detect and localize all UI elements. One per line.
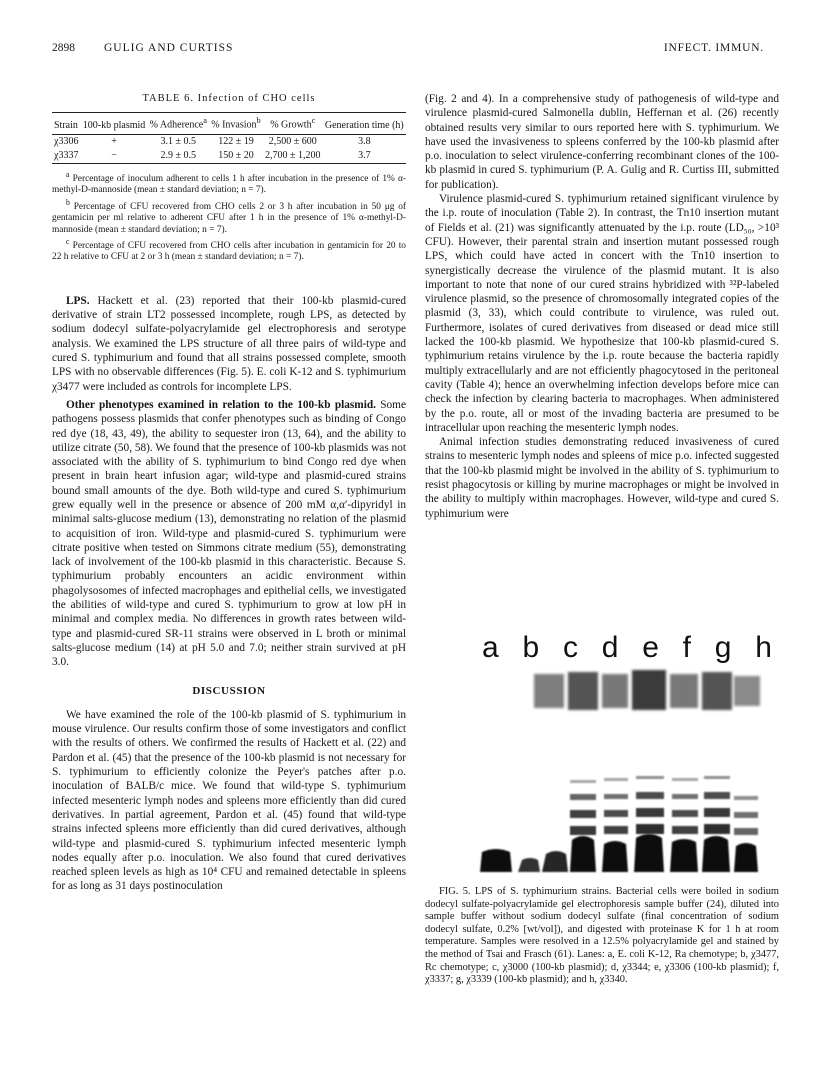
figure-5-gel <box>476 632 772 882</box>
lane-label: g <box>714 631 732 664</box>
footnote-b: $^b$ Percentage of CFU recovered from CHO cells 2 or 3 h after incubation in 50 μg of gentamicin per ml relative to adherent CFU after 1 h in the presence of 1% α-methyl-D-mannoside (mean ± standard deviation; n = 7). <box>52 197 407 235</box>
gel-image <box>476 662 772 882</box>
col-adherence: % Adherence$^a$ <box>147 113 209 134</box>
col-invasion: % Invasion$^b$ <box>209 113 263 134</box>
col-plasmid: 100-kb plasmid <box>81 113 148 134</box>
table-6 <box>52 112 406 163</box>
left-column <box>52 92 406 894</box>
table-row: χ3306 + 3.1 ± 0.5 122 ± 19 2,500 ± 600 3.8 <box>54 135 371 147</box>
table-row: χ3337 − 2.9 ± 0.5 150 ± 20 2,700 ± 1,200 3.7 <box>52 149 406 164</box>
running-authors: GULIG AND CURTISS <box>104 42 234 54</box>
discussion-heading: DISCUSSION <box>192 684 266 697</box>
page-header <box>52 42 764 58</box>
footnote-a: $^a$ Percentage of inoculum adherent to cells 1 h after incubation in the presence of 1% α-methyl-D-mannoside (mean ± standard deviation; n = 7). <box>52 169 406 196</box>
figure-5-caption: FIG. 5. LPS of S. typhimurium strains. Bacterial cells were boiled in sodium dodecyl sulfate-polyacrylamide gel electrophoresis sample buffer (24), diluted into sample buffer without sodium dodecyl sulfate (final concentration of sodium dodecyl sulfate, 0.2% [wt/vol]), and digested with proteinase K for 1 h at room temperature. Samples were resolved in a 12.5% polyacrylamide gel and stained by the method of Tsai and Frasch (61). Lanes: a, E. coli K-12, Ra chemotype; b, χ3477, Rc chemotype; c, χ3000 (100-kb plasmid); d, χ3344; e, χ3306 (100-kb plasmid); f, χ3337; g, χ3339 (100-kb plasmid); and h, χ3340. <box>425 886 779 986</box>
lane-label: e <box>642 631 659 664</box>
right-column <box>425 92 779 521</box>
lane-label: b <box>522 631 540 664</box>
discussion-paragraph: We have examined the role of the 100-kb plasmid of S. typhimurium in mouse virulence. Our results confirm those of some investigators and conflict with the results of others. We confirmed the results of Hackett et al. (22) and Pardon et al. (45) that the presence of the 100-kb plasmid is not necessary for S. typhimurium to efficiently colonize the Peyer's patches after p.o. inoculation of BALB/c mice. We found that wild-type S. typhimurium infected mesenteric lymph nodes and spleens more efficiently than did cured derivatives. In partial agreement, Pardon et al. (45) found that wild-type strains infected spleens more efficiently than did cured derivatives, although wild-type and plasmid-cured S. typhimurium infected mesenteric lymph nodes equally after p.o. inoculation. We also found that cured derivatives reached spleen levels as high as 10⁴ CFU and remained detectable in spleens for as long as 31 days postinoculation <box>52 708 406 893</box>
table-title: TABLE 6. Infection of CHO cells <box>142 93 316 104</box>
page-number: 2898 <box>52 42 75 54</box>
lane-label: c <box>562 631 578 664</box>
right-paragraph-1: (Fig. 2 and 4). In a comprehensive study of pathogenesis of wild-type and virulence plasmid-cured Salmonella dublin, Heffernan et al. (26) recently obtained results very similar to ours reported here with S. typhimurium. We have used the invasiveness to spleens conferred by the 100-kb plasmid after p.o. inoculation to select virulence-conferring recombinant clones of the 100-kb plasmid in cured S. typhimurium (P. A. Gulig and R. Curtiss III, submitted for publication). <box>425 93 779 191</box>
footnote-c: $^c$ Percentage of CFU recovered from CHO cells after incubation in gentamicin for 20 to 22 h relative to CFU at 2 or 3 h (mean ± standard deviation; n = 7). <box>52 236 406 263</box>
col-growth: % Growth$^c$ <box>263 113 323 134</box>
running-journal: INFECT. IMMUN. <box>663 42 764 54</box>
lane-label: h <box>755 631 772 664</box>
right-paragraph-2: Virulence plasmid-cured S. typhimurium retained significant virulence by the i.p. route of inoculation (Table 2). In contrast, the Tn10 insertion mutant of Fields et al. (21) was significantly attenuated by the i.p. route (LD₅₀, >10³ CFU). However, their parental strain and insertion mutant possessed rough LPS, which could have acted in concert with the Tn10 insertion to synergistically decrease the virulence of the plasmid mutant. It is also important to note that none of our cured strains hybridized with ³²P-labeled virulence plasmid, so the presence of chromosomally integrated copies of the plasmid (3, 33), which could contribute to virulence, was ruled out. Furthermore, isolates of cured derivatives from diseased or dead mice still lacked the 100-kb plasmid. We hypothesize that 100-kb plasmid-cured S. typhimurium retains virulence by the i.p. route because the bacteria rapidly multiply extracellularly and are not efficiently phagocytosed in the peritoneal cavity (Table 4); hence an overwhelming infection develops before mice can check the infection by clearing bacteria to macrophages. When administered by the p.o. route, all or most of the invading bacteria are presumed to be intracellular upon reaching the mesenteric lymph nodes. <box>425 193 779 434</box>
col-generation-time: Generation time (h) <box>323 113 406 134</box>
lane-label: a <box>482 631 499 664</box>
lane-label: f <box>682 631 691 664</box>
table-footnotes <box>52 169 406 264</box>
lps-paragraph: LPS. Hackett et al. (23) reported that their 100-kb plasmid-cured derivative of strain LT2 possessed incomplete, rough LPS, as detected by sodium dodecyl sulfate-polyacrylamide gel electrophoresis and serotype analysis. We examined the LPS structure of all three pairs of wild-type and cured S. typhimurium and found that all strains possessed complete, smooth LPS with no observable differences (Fig. 5). E. coli K-12 and S. typhimurium χ3477 were included as controls for incomplete LPS. <box>52 294 407 393</box>
lane-label: d <box>601 631 619 664</box>
lane-labels <box>482 632 772 664</box>
col-strain: Strain <box>52 113 81 134</box>
other-phenotypes-paragraph: Other phenotypes examined in relation to the 100-kb plasmid. Some pathogens possess plasmids that confer phenotypes such as binding of Congo red dye (18, 43, 49), the ability to sequester iron (13, 64), and the ability to utilize citrate (50, 58). We found that the presence of 100-kb plasmids was not associated with the ability of S. typhimurium to bind Congo red dye when present in brain heart infusion agar; wild-type and plasmid-cured strains bound small amounts of the dye. Both wild-type and cured S. typhimurium grew equally well in the presence or absence of 200 mM α,α′-dipyridyl in minimal salts-glucose medium (13), demonstrating no relation of the plasmid to acquisition of iron. Wild-type and plasmid-cured S. typhimurium were citrate positive when tested on Simmons citrate medium (55), demonstrating lack of involvement of the 100-kb plasmid in this characteristic. Because S. typhimurium probably encounters an acidic environment within phagolysosomes of infected macrophages and epithelial cells, we investigated the abilities of wild-type and cured S. typhimurium to grow at low pH in minimal and complex media. No differences in growth rates between wild-type and plasmid-cured SR-11 strains were observed in L broth or minimal salts-glucose medium (14) at pH 5.0 and 7.0; neither strain survived at pH 3.0. <box>52 398 406 669</box>
right-paragraph-3: Animal infection studies demonstrating reduced invasiveness of cured strains to mesenteric lymph nodes and spleens of mice p.o. infected suggested that the 100-kb plasmid might be involved in the ability of S. typhimurium to resist phagocytosis or killing by murine macrophages or might be involved in the ability to multiply within macrophages. However, wild-type and cured S. typhimurium were <box>425 436 779 520</box>
